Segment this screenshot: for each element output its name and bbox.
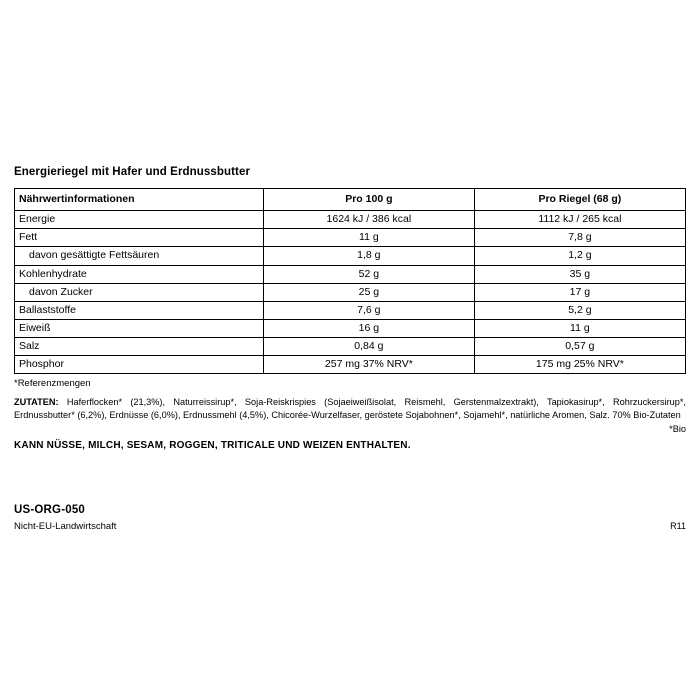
- table-row: [15, 356, 686, 374]
- row-value-per-bar: 1112 kJ / 265 kcal: [474, 211, 685, 229]
- row-value-per-100g: 11 g: [263, 229, 474, 247]
- row-value-per-bar: 11 g: [474, 319, 685, 337]
- table-row: [15, 211, 686, 229]
- column-header-nutrient: Nährwertinformationen: [15, 189, 264, 211]
- reference-footnote: *Referenzmengen: [14, 378, 91, 389]
- ingredients-label: ZUTATEN:: [14, 397, 59, 407]
- row-label: davon Zucker: [15, 283, 264, 301]
- certification-code: US-ORG-050: [14, 504, 86, 516]
- table-row: [15, 319, 686, 337]
- allergen-warning: KANN NÜSSE, MILCH, SESAM, ROGGEN, TRITICALE UND WEIZEN ENTHALTEN.: [14, 440, 411, 451]
- row-value-per-100g: 0,84 g: [263, 338, 474, 356]
- row-label: Ballaststoffe: [15, 301, 264, 319]
- ingredients-paragraph: [14, 396, 686, 422]
- row-label: Kohlenhydrate: [15, 265, 264, 283]
- batch-code: R11: [670, 521, 686, 531]
- nutrition-table: [14, 188, 686, 374]
- row-label: Energie: [15, 211, 264, 229]
- row-value-per-bar: 0,57 g: [474, 338, 685, 356]
- table-header-row: [15, 189, 686, 211]
- row-value-per-bar: 35 g: [474, 265, 685, 283]
- row-value-per-100g: 1,8 g: [263, 247, 474, 265]
- row-value-per-100g: 16 g: [263, 319, 474, 337]
- bio-marker: *Bio: [669, 424, 686, 434]
- certification-origin: Nicht-EU-Landwirtschaft: [14, 521, 117, 532]
- row-label: davon gesättigte Fettsäuren: [15, 247, 264, 265]
- row-value-per-100g: 7,6 g: [263, 301, 474, 319]
- page-title: Energieriegel mit Hafer und Erdnussbutter: [14, 166, 251, 178]
- row-value-per-bar: 175 mg 25% NRV*: [474, 356, 685, 374]
- table-row: [15, 265, 686, 283]
- column-header-per-100g: Pro 100 g: [263, 189, 474, 211]
- row-value-per-bar: 17 g: [474, 283, 685, 301]
- nutrition-table-body: [15, 189, 686, 374]
- row-value-per-100g: 257 mg 37% NRV*: [263, 356, 474, 374]
- table-row: [15, 301, 686, 319]
- table-row: [15, 247, 686, 265]
- table-row: [15, 229, 686, 247]
- row-label: Phosphor: [15, 356, 264, 374]
- row-value-per-100g: 1624 kJ / 386 kcal: [263, 211, 474, 229]
- row-label: Salz: [15, 338, 264, 356]
- row-label: Fett: [15, 229, 264, 247]
- row-value-per-bar: 7,8 g: [474, 229, 685, 247]
- ingredients-text: Haferflocken* (21,3%), Naturreissirup*, Soja-Reiskrispies (Sojaeiweißisolat, Reismehl, Gerstenmalzextrakt), Tapiokasirup*, Rohrzuckersirup*, Erdnussbutter* (6,2%), Erdnüsse (6,0%), Erdnussmehl (4,5%), Chicorée-Wurzelfaser, geröstete Sojabohnen*, Sojamehl*, natürliche Aromen, Salz. 70% Bio-Zutaten: [14, 397, 686, 421]
- table-row: [15, 283, 686, 301]
- column-header-per-bar: Pro Riegel (68 g): [474, 189, 685, 211]
- row-value-per-bar: 1,2 g: [474, 247, 685, 265]
- table-row: [15, 338, 686, 356]
- row-value-per-100g: 52 g: [263, 265, 474, 283]
- row-value-per-100g: 25 g: [263, 283, 474, 301]
- row-value-per-bar: 5,2 g: [474, 301, 685, 319]
- row-label: Eiweiß: [15, 319, 264, 337]
